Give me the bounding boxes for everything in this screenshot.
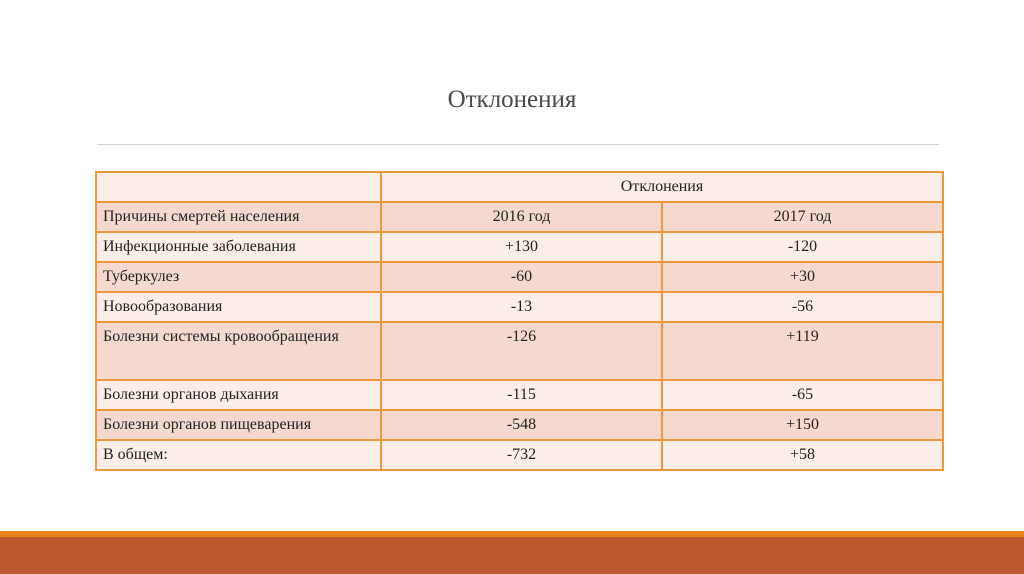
column-header-2016: 2016 год	[381, 202, 662, 232]
cause-cell: Болезни системы кровообращения	[96, 322, 381, 380]
cause-cell: В общем:	[96, 440, 381, 470]
value-2017-cell: +119	[662, 322, 943, 380]
table-row-total	[96, 440, 943, 470]
cause-cell: Болезни органов пищеварения	[96, 410, 381, 440]
value-2016-cell: -732	[381, 440, 662, 470]
value-2017-cell: -120	[662, 232, 943, 262]
table-row	[96, 292, 943, 322]
deviations-table	[95, 171, 944, 471]
cause-cell: Инфекционные заболевания	[96, 232, 381, 262]
value-2016-cell: -13	[381, 292, 662, 322]
footer-band	[0, 537, 1024, 574]
value-2016-cell: +130	[381, 232, 662, 262]
value-2017-cell: +30	[662, 262, 943, 292]
cause-cell: Болезни органов дыхания	[96, 380, 381, 410]
table-row	[96, 380, 943, 410]
value-2016-cell: -548	[381, 410, 662, 440]
table-row	[96, 410, 943, 440]
table-group-header-row	[96, 172, 943, 202]
value-2017-cell: +58	[662, 440, 943, 470]
column-header-cause: Причины смертей населения	[96, 202, 381, 232]
value-2016-cell: -126	[381, 322, 662, 380]
value-2017-cell: -65	[662, 380, 943, 410]
value-2017-cell: +150	[662, 410, 943, 440]
table-header-row	[96, 202, 943, 232]
empty-header-cell	[96, 172, 381, 202]
value-2017-cell: -56	[662, 292, 943, 322]
group-header-cell: Отклонения	[381, 172, 943, 202]
column-header-2017: 2017 год	[662, 202, 943, 232]
slide-title: Отклонения	[447, 86, 577, 113]
table-row	[96, 262, 943, 292]
value-2016-cell: -115	[381, 380, 662, 410]
title-divider	[97, 144, 939, 145]
table-row	[96, 232, 943, 262]
table-row	[96, 322, 943, 380]
cause-cell: Новообразования	[96, 292, 381, 322]
cause-cell: Туберкулез	[96, 262, 381, 292]
value-2016-cell: -60	[381, 262, 662, 292]
